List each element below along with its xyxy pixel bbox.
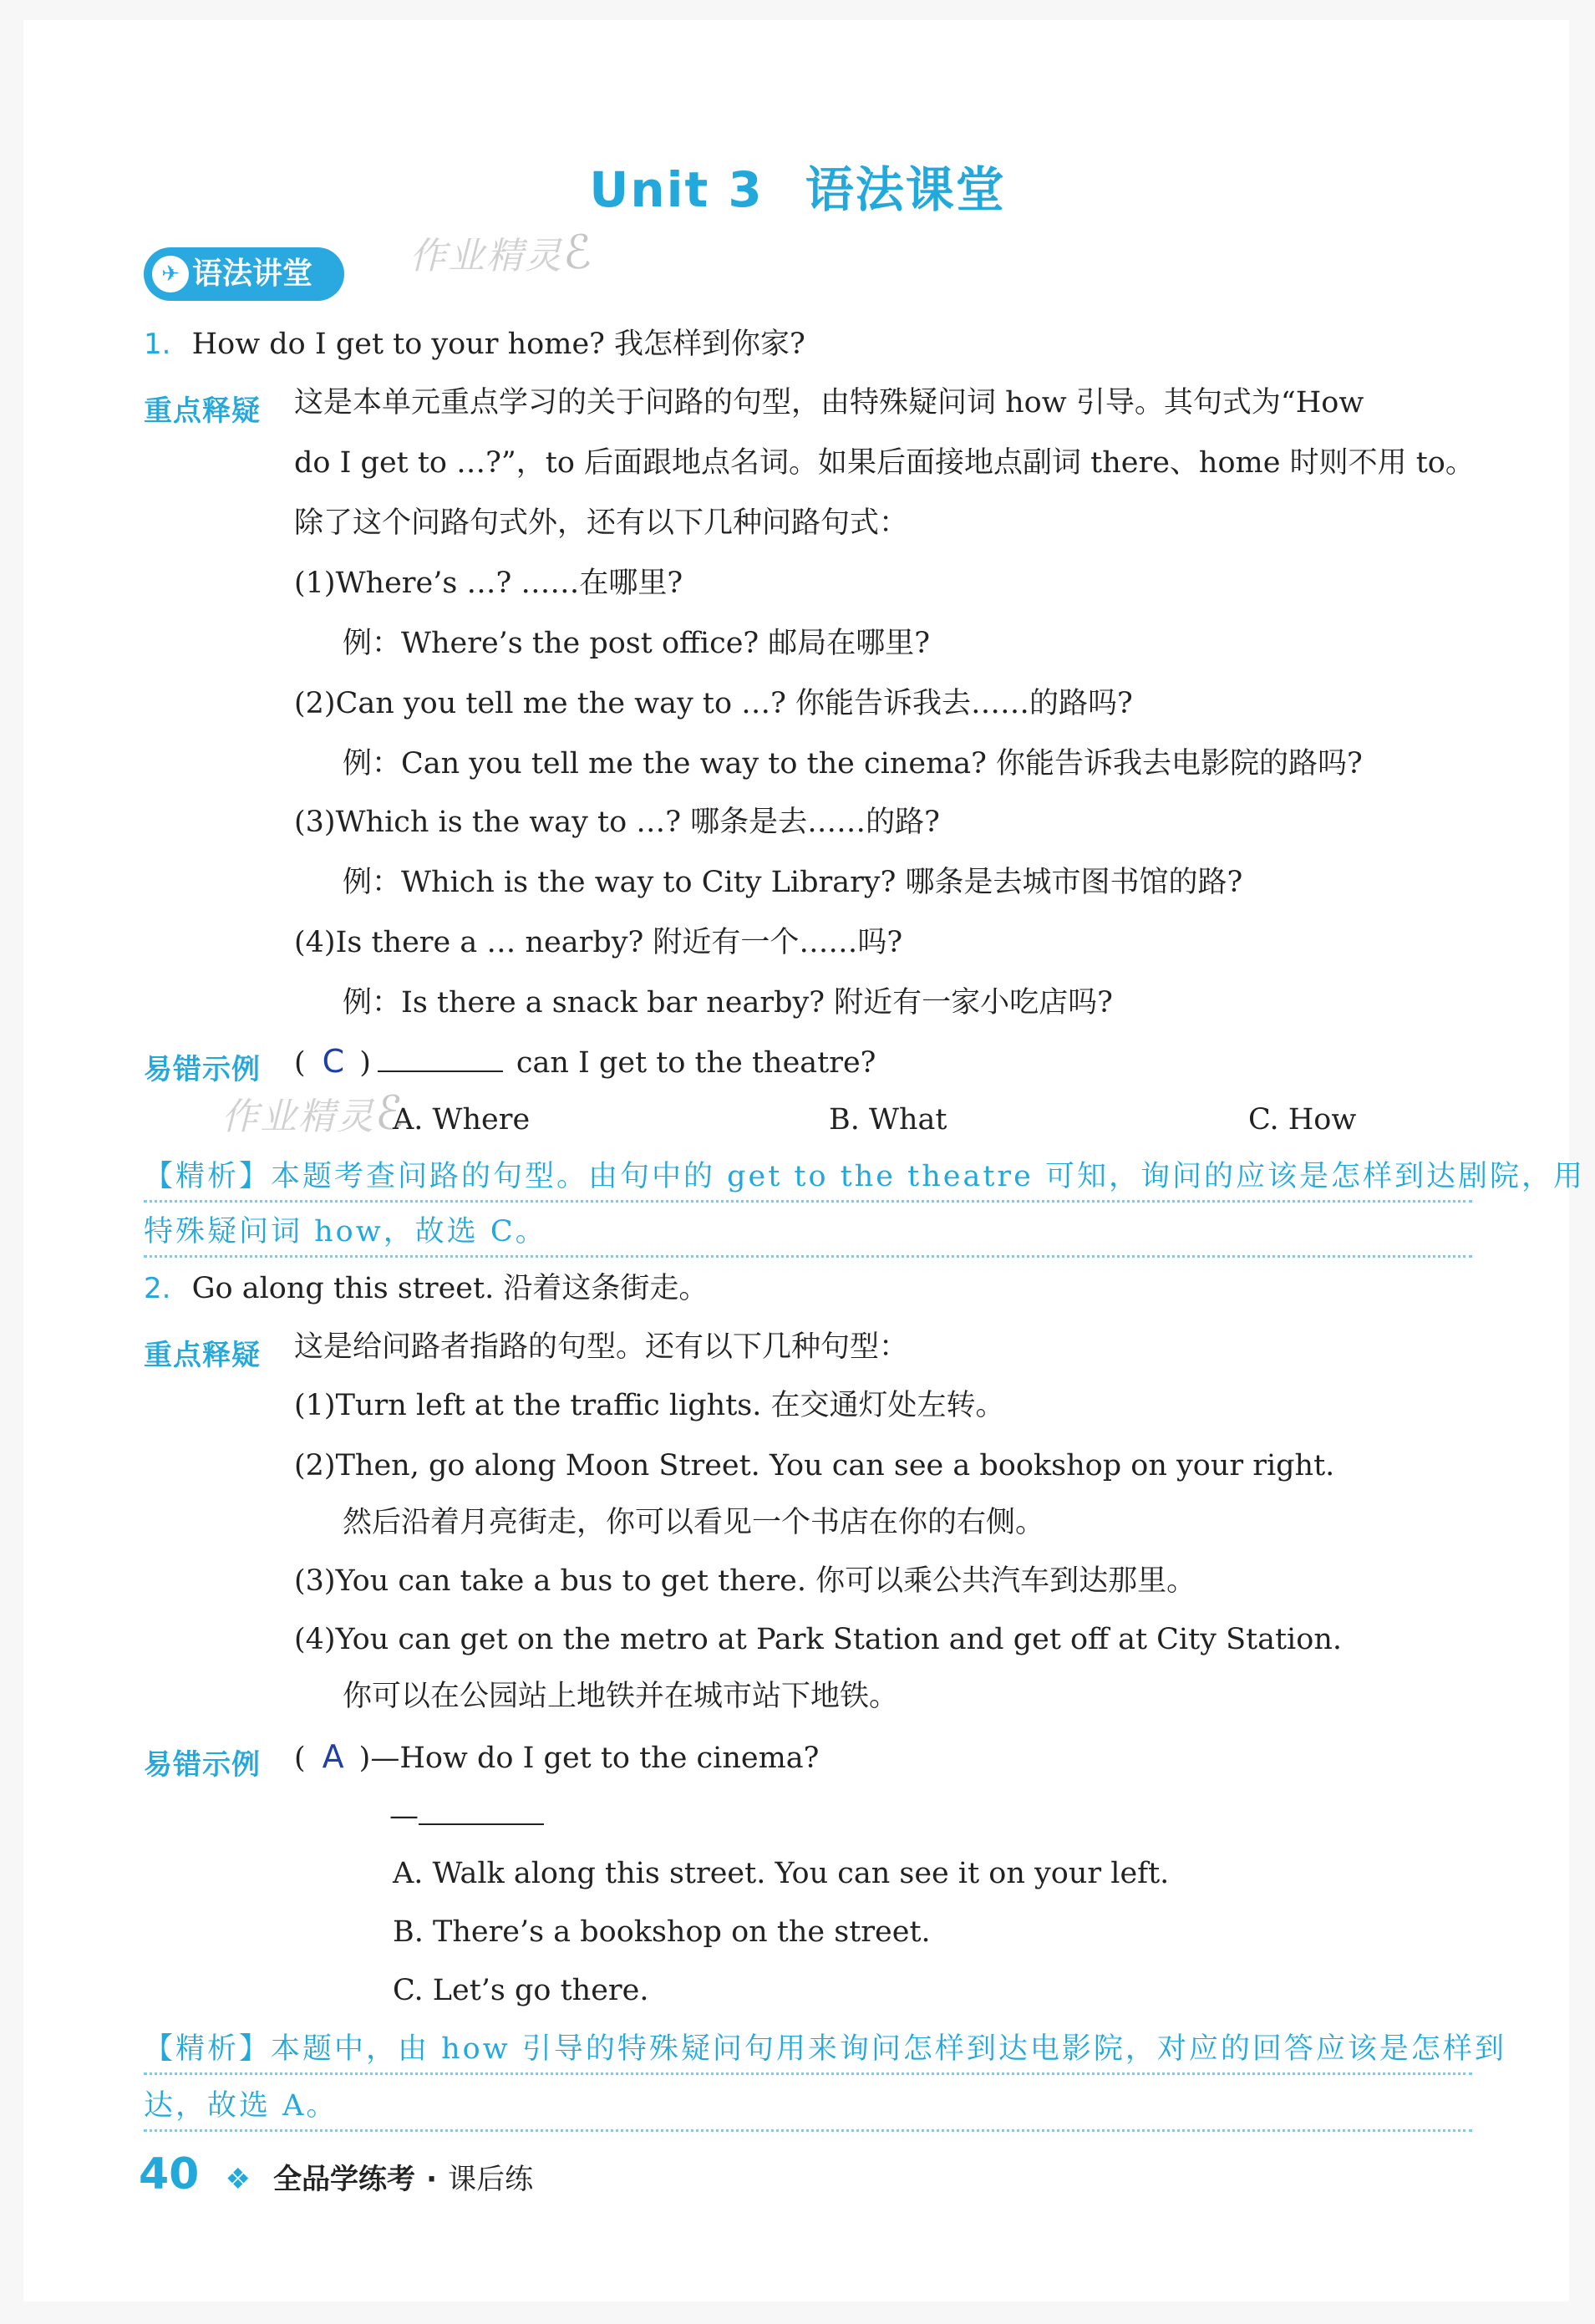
item1-question: ( C ) can I get to the theatre? [294,1043,876,1080]
unit-label: Unit 3 [589,161,764,218]
item2-analysis-line1: 【精析】本题中，由 how 引导的特殊疑问句用来询问怎样到达电影院，对应的回答应该是怎样到 [144,2032,1506,2066]
item2-sentence: Go along this street. 沿着这条街走。 [191,1272,709,1305]
page-footer [139,2149,533,2199]
answer-letter: C [322,1043,345,1080]
watermark-swirl-icon: ℰ [563,226,593,280]
item2-pattern-2: (2)Then, go along Moon Street. You can see a bookshop on your right. [294,1449,1335,1482]
item2-question-text: —How do I get to the cinema? [370,1742,820,1775]
item2-heading [144,1272,708,1305]
page-title [0,150,1595,221]
watermark: 作业精灵ℰ [221,1086,405,1141]
item1-expl-line1: 这是本单元重点学习的关于问路的句型，由特殊疑问词 how 引导。其句式为“How [294,386,1364,420]
page-number: 40 [139,2149,200,2199]
item1-example-4: 例：Is there a snack bar nearby? 附近有一家小吃店吗? [343,986,1113,1020]
item2-analysis-line2: 达，故选 A。 [144,2089,338,2123]
separator-dot: · [426,2163,438,2196]
book-series: 课后练 [448,2163,534,2196]
item2-pattern-4: (4)You can get on the metro at Park Station and get off at City Station. [294,1623,1342,1656]
item1-example-2: 例：Can you tell me the way to the cinema? 你能告诉我去电影院的路吗? [343,747,1363,781]
item1-example-3: 例：Which is the way to City Library? 哪条是去城市图书馆的路? [343,866,1243,899]
item1-analysis-line2: 特殊疑问词 how，故选 C。 [144,1215,547,1248]
item1-example-1: 例：Where’s the post office? 邮局在哪里? [343,627,931,660]
item1-pattern-1: (1)Where’s …? ……在哪里? [294,567,683,600]
item1-sentence: How do I get to your home? 我怎样到你家? [191,328,805,361]
answer-letter: A [322,1738,344,1775]
section-badge [144,247,344,301]
item2-question: ( A )—How do I get to the cinema? [294,1738,820,1775]
item2-pattern-3: (3)You can take a bus to get there. 你可以乘公共汽车到达那里。 [294,1564,1196,1598]
item1-pattern-4: (4)Is there a … nearby? 附近有一个……吗? [294,926,903,959]
item1-pattern-2: (2)Can you tell me the way to …? 你能告诉我去……的路吗? [294,687,1133,720]
common-error-tag: 易错示例 [144,1053,261,1086]
common-error-tag: 易错示例 [144,1748,261,1782]
option-a: A. Where [393,1103,531,1137]
dotted-divider [144,1200,1472,1203]
item-number: 2. [144,1272,171,1305]
rocket-icon: ✈ [152,256,189,292]
section-badge-label: 语法讲堂 [192,257,313,291]
item1-question-text: can I get to the theatre? [516,1046,876,1080]
dotted-divider [144,2129,1472,2132]
item1-expl-line2: do I get to …?”，to 后面跟地点名词。如果后面接地点副词 there、home 时则不用 to。 [294,446,1475,480]
book-title: 全品学练考 [273,2163,416,2196]
watermark-swirl-icon: ℰ [375,1086,405,1141]
option-a: A. Walk along this street. You can see it on your left. [393,1857,1170,1890]
item2-pattern-1: (1)Turn left at the traffic lights. 在交通灯处左转。 [294,1389,1005,1422]
item2-expl-line1: 这是给问路者指路的句型。还有以下几种句型： [294,1330,909,1364]
item1-pattern-3: (3)Which is the way to …? 哪条是去……的路? [294,806,940,839]
key-explanation-tag: 重点释疑 [144,394,261,428]
topic-label: 语法课堂 [805,161,1006,218]
option-c: C. How [1248,1103,1357,1137]
dotted-divider [144,1255,1472,1258]
item1-expl-line3: 除了这个问路句式外，还有以下几种问路句式： [294,506,909,540]
option-c: C. Let’s go there. [393,1974,649,2007]
item-number: 1. [144,328,171,361]
item2-pattern-4-cn: 你可以在公园站上地铁并在城市站下地铁。 [343,1680,899,1713]
item2-pattern-2-cn: 然后沿着月亮街走，你可以看见一个书店在你的右侧。 [343,1506,1045,1539]
option-b: B. There’s a bookshop on the street. [393,1915,931,1949]
option-b: B. What [829,1103,947,1137]
dotted-divider [144,2072,1472,2075]
answer-blank [419,1798,544,1825]
key-explanation-tag: 重点释疑 [144,1339,261,1372]
watermark: 作业精灵ℰ [409,226,593,280]
item1-heading [144,328,805,361]
item1-analysis-line1: 【精析】本题考查问路的句型。由句中的 get to the theatre 可知，询问的应该是怎样到达剧院，用 [144,1160,1585,1193]
answer-blank [378,1045,503,1072]
diamond-icon: ❖ [225,2163,251,2196]
reply-blank-line: — [389,1798,544,1833]
